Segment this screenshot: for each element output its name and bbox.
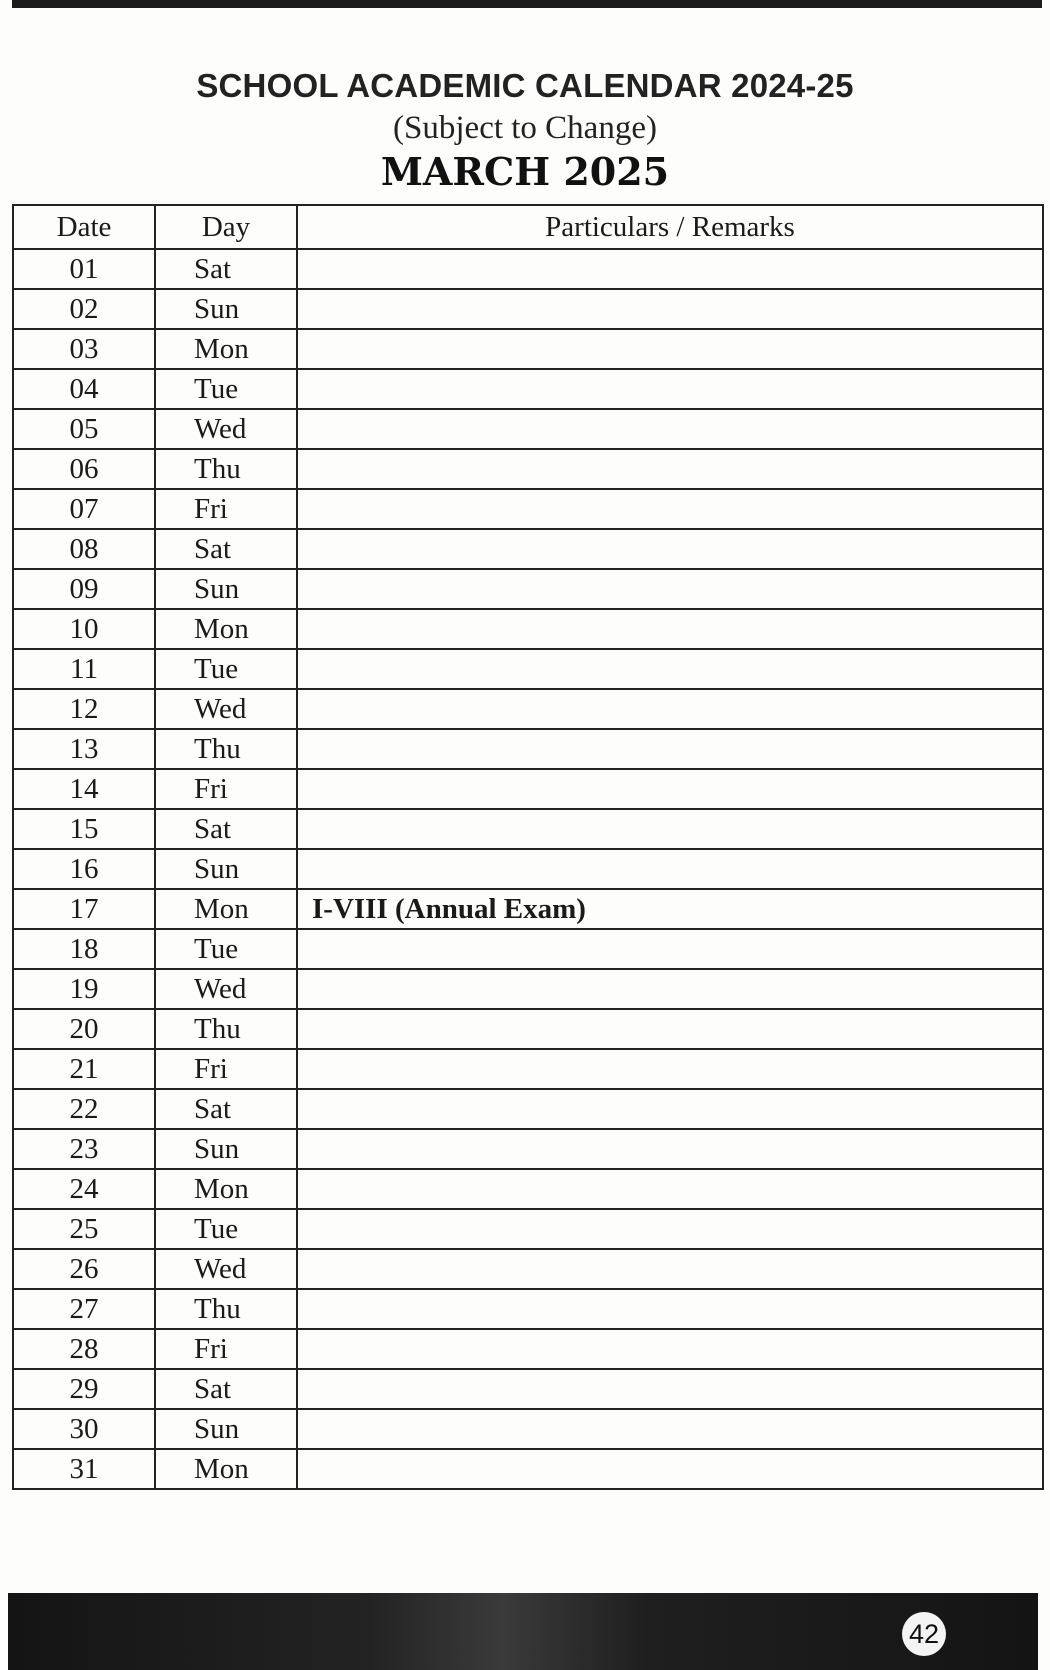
date-cell: 08 — [13, 529, 155, 569]
date-cell: 09 — [13, 569, 155, 609]
footer-bar — [8, 1593, 1038, 1670]
date-cell: 30 — [13, 1409, 155, 1449]
day-cell: Tue — [155, 649, 297, 689]
day-cell: Sat — [155, 249, 297, 289]
remark-cell — [297, 1169, 1043, 1209]
date-cell: 11 — [13, 649, 155, 689]
remark-cell — [297, 1129, 1043, 1169]
table-row — [13, 649, 1043, 689]
day-cell: Mon — [155, 329, 297, 369]
table-row — [13, 1449, 1043, 1489]
remark-cell — [297, 689, 1043, 729]
remark-cell — [297, 969, 1043, 1009]
remark-cell — [297, 1089, 1043, 1129]
date-cell: 16 — [13, 849, 155, 889]
day-cell: Sat — [155, 529, 297, 569]
date-cell: 10 — [13, 609, 155, 649]
table-row — [13, 729, 1043, 769]
date-cell: 26 — [13, 1249, 155, 1289]
date-cell: 15 — [13, 809, 155, 849]
date-cell: 02 — [13, 289, 155, 329]
table-row — [13, 1129, 1043, 1169]
date-cell: 13 — [13, 729, 155, 769]
date-cell: 29 — [13, 1369, 155, 1409]
table-row — [13, 689, 1043, 729]
remark-cell — [297, 249, 1043, 289]
date-cell: 12 — [13, 689, 155, 729]
table-row — [13, 1169, 1043, 1209]
day-cell: Sat — [155, 1089, 297, 1129]
table-row — [13, 449, 1043, 489]
date-cell: 25 — [13, 1209, 155, 1249]
date-cell: 21 — [13, 1049, 155, 1089]
top-border-bar — [12, 0, 1042, 8]
remark-cell — [297, 729, 1043, 769]
date-cell: 31 — [13, 1449, 155, 1489]
day-cell: Wed — [155, 1249, 297, 1289]
date-cell: 04 — [13, 369, 155, 409]
remark-cell — [297, 1209, 1043, 1249]
calendar-table — [12, 204, 1044, 1490]
remark-cell — [297, 609, 1043, 649]
date-cell: 03 — [13, 329, 155, 369]
day-cell: Tue — [155, 929, 297, 969]
day-cell: Sat — [155, 809, 297, 849]
day-cell: Sun — [155, 1409, 297, 1449]
day-cell: Mon — [155, 1449, 297, 1489]
day-cell: Fri — [155, 1329, 297, 1369]
remark-cell — [297, 1249, 1043, 1289]
table-row — [13, 969, 1043, 1009]
table-row — [13, 769, 1043, 809]
day-cell: Sun — [155, 289, 297, 329]
table-row — [13, 1049, 1043, 1089]
day-cell: Thu — [155, 1289, 297, 1329]
remark-cell — [297, 929, 1043, 969]
table-row — [13, 889, 1043, 929]
date-cell: 27 — [13, 1289, 155, 1329]
table-row — [13, 329, 1043, 369]
remark-cell — [297, 769, 1043, 809]
date-cell: 18 — [13, 929, 155, 969]
day-cell: Thu — [155, 449, 297, 489]
day-cell: Sun — [155, 569, 297, 609]
table-row — [13, 1289, 1043, 1329]
remark-cell — [297, 1289, 1043, 1329]
day-cell: Mon — [155, 609, 297, 649]
date-cell: 01 — [13, 249, 155, 289]
day-cell: Wed — [155, 409, 297, 449]
remark-cell — [297, 489, 1043, 529]
day-cell: Sat — [155, 1369, 297, 1409]
calendar-body — [13, 249, 1043, 1489]
date-cell: 07 — [13, 489, 155, 529]
remark-cell — [297, 1409, 1043, 1449]
date-cell: 20 — [13, 1009, 155, 1049]
day-cell: Wed — [155, 689, 297, 729]
table-row — [13, 1089, 1043, 1129]
table-row — [13, 1329, 1043, 1369]
calendar-header — [0, 64, 1050, 196]
remark-cell — [297, 1449, 1043, 1489]
remark-cell — [297, 1329, 1043, 1369]
remark-cell — [297, 1369, 1043, 1409]
table-row — [13, 1409, 1043, 1449]
day-cell: Fri — [155, 1049, 297, 1089]
day-cell: Mon — [155, 1169, 297, 1209]
table-row — [13, 489, 1043, 529]
remark-cell — [297, 409, 1043, 449]
page-title: SCHOOL ACADEMIC CALENDAR 2024-25 — [196, 67, 854, 104]
day-cell: Mon — [155, 889, 297, 929]
day-cell: Sun — [155, 849, 297, 889]
remark-cell — [297, 649, 1043, 689]
day-cell: Tue — [155, 369, 297, 409]
column-header-date: Date — [13, 205, 155, 249]
remark-cell — [297, 329, 1043, 369]
date-cell: 06 — [13, 449, 155, 489]
date-cell: 17 — [13, 889, 155, 929]
table-header-row — [13, 205, 1043, 249]
remark-cell — [297, 809, 1043, 849]
table-row — [13, 1249, 1043, 1289]
date-cell: 24 — [13, 1169, 155, 1209]
table-row — [13, 409, 1043, 449]
remark-cell — [297, 1009, 1043, 1049]
table-row — [13, 849, 1043, 889]
remark-cell — [297, 849, 1043, 889]
table-row — [13, 809, 1043, 849]
column-header-day: Day — [155, 205, 297, 249]
day-cell: Thu — [155, 729, 297, 769]
day-cell: Wed — [155, 969, 297, 1009]
remark-cell — [297, 449, 1043, 489]
table-row — [13, 249, 1043, 289]
date-cell: 14 — [13, 769, 155, 809]
column-header-remarks: Particulars / Remarks — [297, 205, 1043, 249]
table-row — [13, 1009, 1043, 1049]
table-row — [13, 529, 1043, 569]
date-cell: 23 — [13, 1129, 155, 1169]
remark-cell — [297, 569, 1043, 609]
date-cell: 19 — [13, 969, 155, 1009]
date-cell: 28 — [13, 1329, 155, 1369]
table-row — [13, 609, 1043, 649]
page-number: 42 — [902, 1612, 946, 1656]
day-cell: Sun — [155, 1129, 297, 1169]
day-cell: Tue — [155, 1209, 297, 1249]
remark-cell: I-VIII (Annual Exam) — [297, 889, 1043, 929]
day-cell: Fri — [155, 769, 297, 809]
table-row — [13, 1369, 1043, 1409]
table-row — [13, 289, 1043, 329]
remark-cell — [297, 1049, 1043, 1089]
remark-cell — [297, 529, 1043, 569]
month-heading: MARCH 2025 — [380, 149, 670, 194]
date-cell: 22 — [13, 1089, 155, 1129]
page-subtitle: (Subject to Change) — [393, 110, 657, 146]
table-row — [13, 569, 1043, 609]
day-cell: Fri — [155, 489, 297, 529]
remark-cell — [297, 369, 1043, 409]
table-row — [13, 1209, 1043, 1249]
table-row — [13, 929, 1043, 969]
day-cell: Thu — [155, 1009, 297, 1049]
remark-cell — [297, 289, 1043, 329]
date-cell: 05 — [13, 409, 155, 449]
table-row — [13, 369, 1043, 409]
